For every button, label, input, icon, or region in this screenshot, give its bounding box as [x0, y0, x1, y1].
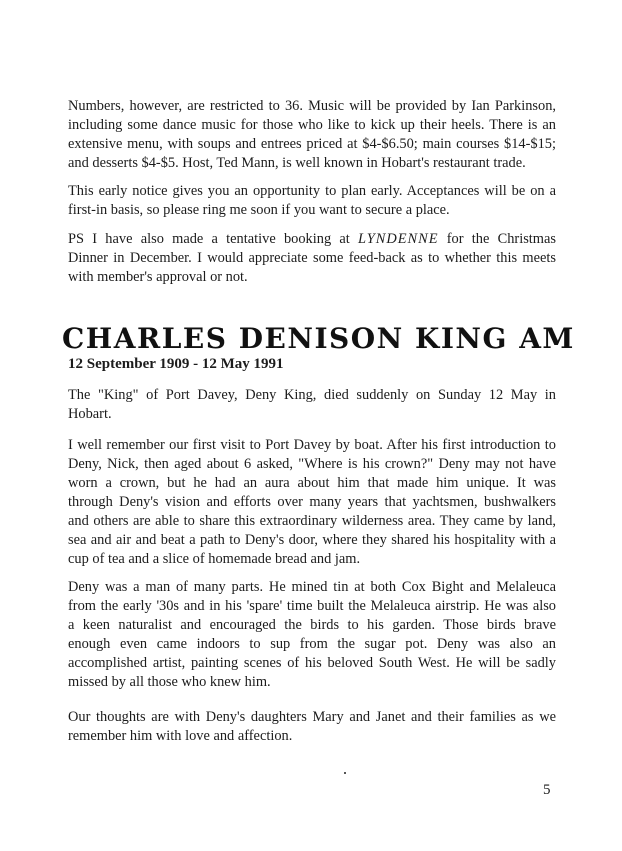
text-line: a keen naturalist and encouraged the birds to his garden. Those birds brave	[68, 617, 556, 633]
notice-paragraph-acceptances	[68, 182, 556, 220]
scan-speck	[344, 772, 346, 774]
text-line: missed by all those who knew him.	[68, 674, 271, 690]
obituary-paragraph-closing	[68, 708, 556, 746]
text-line: through Deny's vision and efforts over many years that yachtsmen, bushwalkers	[68, 494, 556, 510]
notice-paragraph-details	[68, 97, 556, 173]
obituary-paragraph-many-parts	[68, 578, 556, 692]
text-line: Deny, Nick, then aged about 6 asked, "Where is his crown?" Deny may not have	[68, 456, 556, 472]
text-line: The "King" of Port Davey, Deny King, died suddenly on Sunday 12 May in	[68, 387, 556, 403]
text-line: with member's approval or not.	[68, 269, 248, 285]
text-line: Hobart.	[68, 406, 112, 422]
text-line: remember him with love and affection.	[68, 728, 293, 744]
text-line: and desserts $4-$5. Host, Ted Mann, is well known in Hobart's restaurant trade.	[68, 155, 526, 171]
page-number: 5	[543, 782, 551, 798]
ps-text-after: for the Christmas	[438, 231, 556, 247]
notice-postscript	[68, 230, 556, 287]
text-line: Numbers, however, are restricted to 36. Music will be provided by Ian Parkinson,	[68, 98, 556, 114]
obituary-heading: CHARLES DENISON KING AM	[62, 322, 575, 355]
text-line: from the early '30s and in his 'spare' time built the Melaleuca airstrip. He was also	[68, 598, 556, 614]
ps-text-before: PS I have also made a tentative booking at	[68, 231, 359, 247]
text-line: This early notice gives you an opportunity to plan early. Acceptances will be on a	[68, 183, 556, 199]
obituary-paragraph-intro	[68, 386, 556, 424]
text-line: extensive menu, with soups and entrees priced at $4-$6.50; main courses $14-$15;	[68, 136, 556, 152]
text-line: Deny was a man of many parts. He mined tin at both Cox Bight and Melaleuca	[68, 579, 556, 595]
text-line: I well remember our first visit to Port Davey by boat. After his first introduction to	[68, 437, 556, 453]
text-line: Our thoughts are with Deny's daughters Mary and Janet and their families as we	[68, 709, 556, 725]
venue-name: LYNDENNE	[358, 231, 439, 247]
text-line	[68, 230, 556, 249]
text-line: sea and air and beat a path to Deny's door, where they shared his hospitality with a	[68, 532, 556, 548]
text-line: cup of tea and a slice of homemade bread and jam.	[68, 551, 361, 567]
text-line: enough even came indoors to sup from the sugar pot. Deny was also an	[68, 636, 556, 652]
text-line: first-in basis, so please ring me soon if you want to secure a place.	[68, 202, 450, 218]
text-line: Dinner in December. I would appreciate some feed-back as to whether this meets	[68, 250, 556, 266]
text-line: accomplished artist, painting scenes of his beloved South West. He will be sadly	[68, 655, 556, 671]
obituary-dates: 12 September 1909 - 12 May 1991	[68, 356, 284, 372]
text-line: including some dance music for those who like to kick up their heels. There is an	[68, 117, 556, 133]
text-line: and others are able to share this extraordinary wilderness area. They came by land,	[68, 513, 556, 529]
obituary-paragraph-visit	[68, 436, 556, 569]
text-line: worn a crown, but he had an aura about him that made him unique. It was	[68, 475, 556, 491]
